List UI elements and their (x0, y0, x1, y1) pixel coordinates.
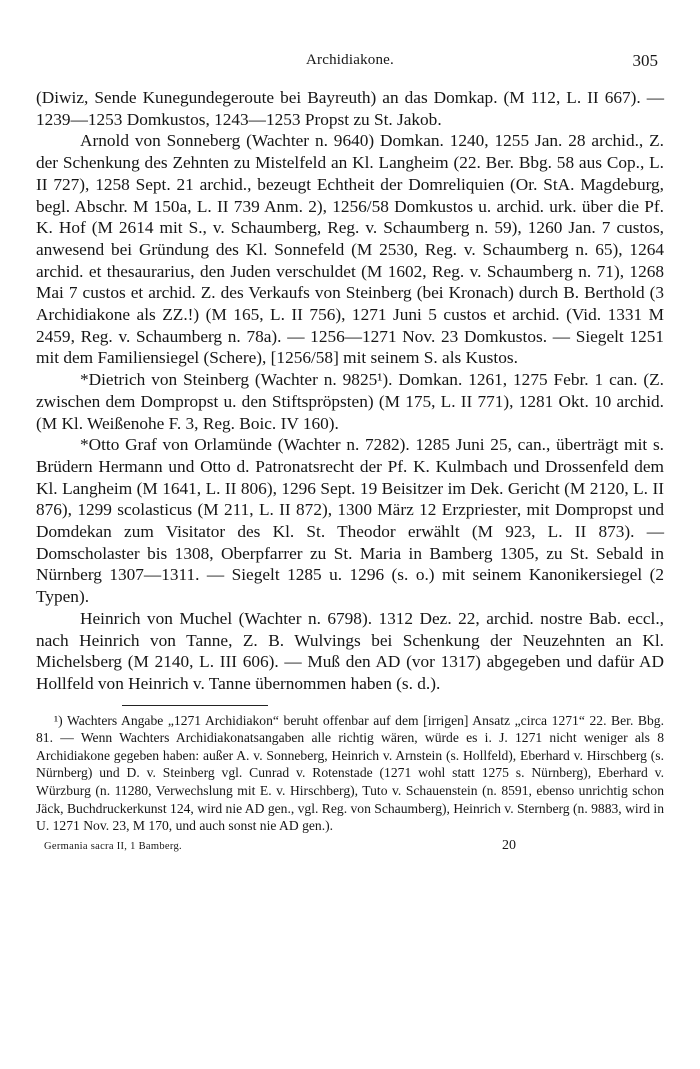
entry-arnold-von-sonneberg: Arnold von Sonneberg (Wachter n. 9640) Domkan. 1240, 1255 Jan. 28 archid., Z. der Schenkung des Zehnten zu Mistelfeld an Kl. Langheim (22. Ber. Bbg. 58 aus Cop., L. II 727), 1258 Sept. 21 archid., bezeugt Echtheit der Domreliquien (Or. StA. Magdeburg, begl. Abschr. M 150a, L. II 739 Anm. 2), 1256/58 Domkustos u. archid. urk. über die Pf. K. Hof (M 2614 mit S., v. Schaumberg, Reg. v. Schaumberg n. 59), 1260 Jan. 7 custos, anwesend bei Gründung des Kl. Sonnefeld (M 2530, Reg. v. Schaumberg n. 65), 1264 archid. et thesaurarius, den Juden verschuldet (M 1602, Reg. v. Schaumberg n. 71), 1268 Mai 7 custos et archid. Z. des Verkaufs von Steinberg (bei Kronach) durch B. Berthold (3 Archidiakone als ZZ.!) (M 165, L. II 756), 1271 Juni 5 custos et archid. (Vid. 1331 M 2459, Reg. v. Schaumberg n. 78a). — 1256—1271 Nov. 23 Domkustos. — Siegelt 1251 mit dem Familiensiegel (Schere), [1256/58] mit seinem S. als Kustos. (36, 131, 664, 368)
footnote-divider (122, 705, 268, 706)
main-text (36, 87, 664, 695)
page-footer (36, 837, 664, 859)
footnotes (36, 712, 664, 835)
running-header (36, 52, 664, 74)
entry-heinrich-von-muchel: Heinrich von Muchel (Wachter n. 6798). 1312 Dez. 22, archid. nostre Bab. eccl., nach Heinrich von Tanne, Z. B. Wulvings bei Schenkung der Neuzehnten an Kl. Michelsberg (M 2140, L. III 606). — Muß den AD (vor 1317) abgegeben und dafür AD Hollfeld von Heinrich v. Tanne übernommen haben (s. d.). (36, 608, 664, 693)
paragraph-continuation: (Diwiz, Sende Kunegundegeroute bei Bayreuth) an das Domkap. (M 112, L. II 667). — 1239—1253 Domkustos, 1243—1253 Propst zu St. Jakob. (36, 88, 664, 129)
footnote-1: ¹) Wachters Angabe „1271 Archidiakon“ beruht offenbar auf dem [irrigen] Ansatz „circa 1271“ 22. Ber. Bbg. 81. — Wenn Wachters Archidiakonatsangaben alle richtig wären, würde es i. J. 1271 nicht weniger als 8 Archidiakone gegeben haben: außer A. v. Sonneberg, Heinrich v. Arnstein (s. Hollfeld), Eberhard v. Hirschberg (s. Nürnberg) und D. v. Steinberg vgl. Cunrad v. Rotenstade (1271 wohl statt 1275 s. Nürnberg), Eberhard v. Würzburg (n. 11280, Verwechslung mit E. v. Hirschberg), Tuto v. Schauenstein (n. 8591, ebenso unrichtig schon Jäck, Buchdruckerkunst 124, wird nie AD gen., vgl. Reg. von Schaumberg), Heinrich v. Sternberg (n. 9883, wird in U. 1271 Nov. 23, M 170, und auch sonst nie AD gen.). (36, 712, 664, 834)
running-title: Archidiakone. (306, 52, 394, 68)
sheet-number: 20 (502, 837, 516, 853)
entry-dietrich-von-steinberg: *Dietrich von Steinberg (Wachter n. 9825¹). Domkan. 1261, 1275 Febr. 1 can. (Z. zwischen dem Dompropst u. den Stiftspröpsten) (M 175, L. II 771), 1281 Okt. 10 archid. (M Kl. Weißenohe F. 3, Reg. Boic. IV 160). (36, 370, 664, 433)
signature-mark: Germania sacra II, 1 Bamberg. (44, 840, 182, 852)
page-number: 305 (632, 51, 658, 70)
document-page (36, 52, 664, 859)
entry-otto-graf-von-orlamuende: *Otto Graf von Orlamünde (Wachter n. 7282). 1285 Juni 25, can., überträgt mit s. Brüdern Hermann und Otto d. Patronatsrecht der Pf. K. Kulmbach und Drossenfeld dem Kl. Langheim (M 1641, L. II 806), 1296 Sept. 19 Beisitzer im Dek. Gericht (M 2120, L. II 876), 1299 scolasticus (M 211, L. II 872), 1300 März 12 Erzpriester, mit Dompropst und Domdekan zum Visitator des Kl. St. Theodor erwählt (M 923, L. II 873). — Domscholaster bis 1308, Oberpfarrer zu St. Maria in Bamberg 1305, zu St. Sebald in Nürnberg 1307—1311. — Siegelt 1285 u. 1296 (s. o.) mit seinem Kanonikersiegel (2 Typen). (36, 435, 664, 607)
